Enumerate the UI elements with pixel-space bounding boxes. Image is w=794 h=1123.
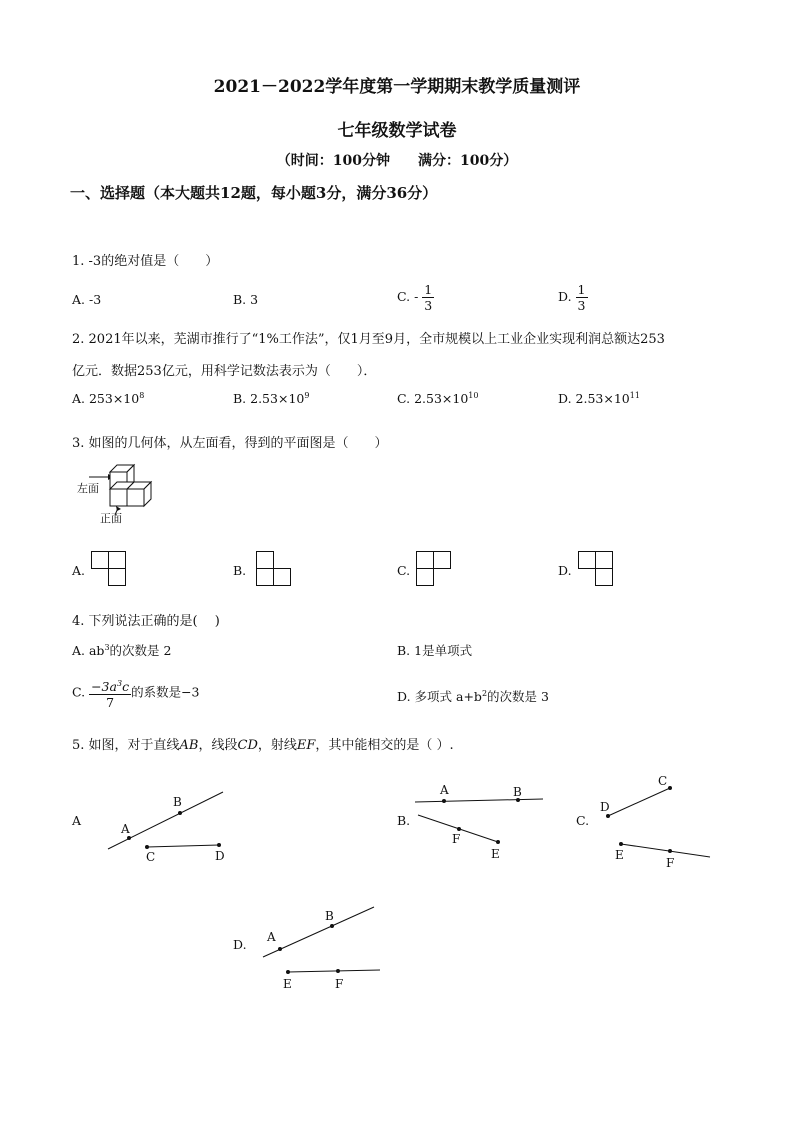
q5-ab: AB — [179, 738, 199, 753]
q4-d-exponent: 2 — [481, 688, 488, 698]
grid-cell — [416, 568, 434, 586]
q3-label-front: 正面 — [100, 512, 122, 525]
exam-title: 2021－2022学年度第一学期期末教学质量测评 — [213, 77, 581, 97]
q3-option-c-figure — [416, 551, 456, 589]
q2-d-base: D. 2.53×10 — [558, 391, 630, 407]
q2-a-base: A. 253×10 — [72, 391, 140, 407]
q3-option-d: D. — [558, 563, 572, 578]
q1-option-c — [397, 282, 434, 313]
q3-option-b: B. — [233, 563, 247, 578]
q4-a-pre: A. ab — [72, 643, 105, 658]
q3-label-left: 左面 — [77, 482, 99, 495]
q5-stem-pre: 5. 如图，对于直线 — [72, 738, 180, 753]
q5-ef: EF — [296, 738, 316, 753]
q3-option-a: A. — [72, 563, 86, 578]
point-label-b: B — [173, 795, 182, 809]
point-label-f: F — [335, 977, 344, 991]
point-label-a: A — [440, 783, 449, 797]
exam-subtitle: 七年级数学试卷 — [337, 121, 457, 141]
q5-option-c: C. — [576, 813, 590, 828]
grid-cell — [91, 551, 109, 569]
grid-cell — [433, 551, 451, 569]
q5-option-b: B. — [397, 813, 411, 828]
q1-c-denominator: 3 — [424, 298, 433, 313]
question-4-stem: 4. 下列说法正确的是( ) — [72, 614, 220, 629]
q2-c-base: C. 2.53×10 — [397, 391, 469, 407]
q1-option-d — [558, 282, 588, 313]
grid-cell — [108, 551, 126, 569]
point-label-e: E — [283, 977, 292, 991]
q5-option-d: D. — [233, 937, 247, 952]
question-5-stem — [72, 734, 454, 753]
grid-cell — [595, 568, 613, 586]
question-1-stem: 1. -3的绝对值是（ ） — [72, 254, 219, 269]
q1-option-a: A. -3 — [72, 292, 102, 307]
grid-cell — [256, 551, 274, 569]
q1-option-d-fraction — [576, 282, 588, 313]
exam-info: （时间：100分钟 满分：100分） — [276, 153, 518, 169]
q4-option-d — [397, 687, 549, 705]
q1-option-c-prefix: C. - — [397, 289, 419, 304]
q1-c-numerator: 1 — [424, 282, 433, 297]
section-heading: 一、选择题（本大题共12题，每小题3分，满分36分） — [70, 184, 438, 202]
q5-sep2: ，射线 — [257, 738, 297, 753]
q4-c-post: 的系数是−3 — [131, 684, 200, 700]
q2-option-c — [397, 391, 478, 406]
q5-option-a: A — [72, 813, 82, 828]
point-label-b: B — [325, 909, 334, 923]
point-label-a: A — [121, 822, 130, 836]
question-2-line-1: 2. 2021年以来，芜湖市推行了“1%工作法”，仅1月至9月，全市规模以上工业企业实现利润总额达253 — [72, 332, 665, 347]
q4-a-post: 的次数是 2 — [109, 643, 172, 658]
q5-sep1: ，线段 — [198, 738, 238, 753]
q3-option-d-figure — [578, 551, 618, 589]
q5-option-d-figure — [255, 900, 385, 995]
grid-cell — [256, 568, 274, 586]
q5-option-b-figure — [410, 780, 550, 865]
q2-b-base: B. 2.53×10 — [233, 391, 305, 407]
q4-c-pre: C. — [72, 684, 86, 700]
q2-c-exponent: 10 — [468, 391, 479, 400]
question-2-line-2: 亿元．数据253亿元，用科学记数法表示为（ ）． — [72, 364, 377, 379]
grid-cell — [595, 551, 613, 569]
q5-option-a-figure — [100, 785, 230, 870]
q4-c-numerator-exponent: 3 — [116, 679, 123, 688]
point-label-b: B — [513, 785, 522, 799]
q4-option-b: B. 1是单项式 — [397, 643, 473, 658]
point-label-c: C — [146, 850, 156, 864]
q1-d-numerator: 1 — [577, 282, 586, 297]
grid-cell — [416, 551, 434, 569]
grid-cell — [108, 568, 126, 586]
q2-b-exponent: 9 — [304, 391, 310, 400]
q1-option-d-prefix: D. — [558, 289, 572, 304]
q4-a-exponent: 3 — [104, 642, 110, 652]
q4-c-numerator-tail: c — [122, 679, 130, 695]
q2-d-exponent: 11 — [629, 391, 640, 400]
q4-c-numerator-base: −3a — [91, 679, 117, 695]
point-label-c: C — [658, 774, 668, 788]
point-label-e: E — [491, 847, 500, 861]
q5-stem-post: ，其中能相交的是（ ）. — [315, 738, 454, 753]
q3-option-a-figure — [91, 551, 129, 589]
q3-solid-figure — [75, 462, 170, 530]
grid-cell — [273, 568, 291, 586]
q4-c-denominator: 7 — [106, 695, 115, 711]
q2-option-b — [233, 391, 309, 406]
q2-option-a — [72, 391, 144, 406]
q3-option-b-figure — [256, 551, 298, 589]
q1-d-denominator: 3 — [577, 298, 586, 313]
question-3-stem: 3. 如图的几何体，从左面看，得到的平面图是（ ） — [72, 436, 388, 451]
q4-option-a — [72, 641, 171, 659]
q4-d-pre: D. 多项式 a+b — [397, 689, 482, 704]
q4-d-post: 的次数是 3 — [487, 689, 549, 704]
grid-cell — [578, 551, 596, 569]
q4-c-fraction — [89, 676, 131, 710]
q5-option-c-figure — [595, 770, 715, 875]
q5-cd: CD — [237, 738, 258, 753]
q2-a-exponent: 8 — [139, 391, 145, 400]
q1-option-b: B. 3 — [233, 292, 259, 307]
q4-c-numerator — [89, 676, 131, 695]
q2-option-d — [558, 391, 640, 406]
q1-option-c-fraction — [422, 282, 434, 313]
point-label-a: A — [267, 930, 276, 944]
point-label-e: E — [615, 848, 624, 862]
point-label-d: D — [215, 849, 225, 863]
point-label-f: F — [452, 832, 461, 846]
q4-option-c — [72, 676, 200, 710]
q3-option-c: C. — [397, 563, 411, 578]
point-label-f: F — [666, 856, 675, 870]
point-label-d: D — [600, 800, 610, 814]
